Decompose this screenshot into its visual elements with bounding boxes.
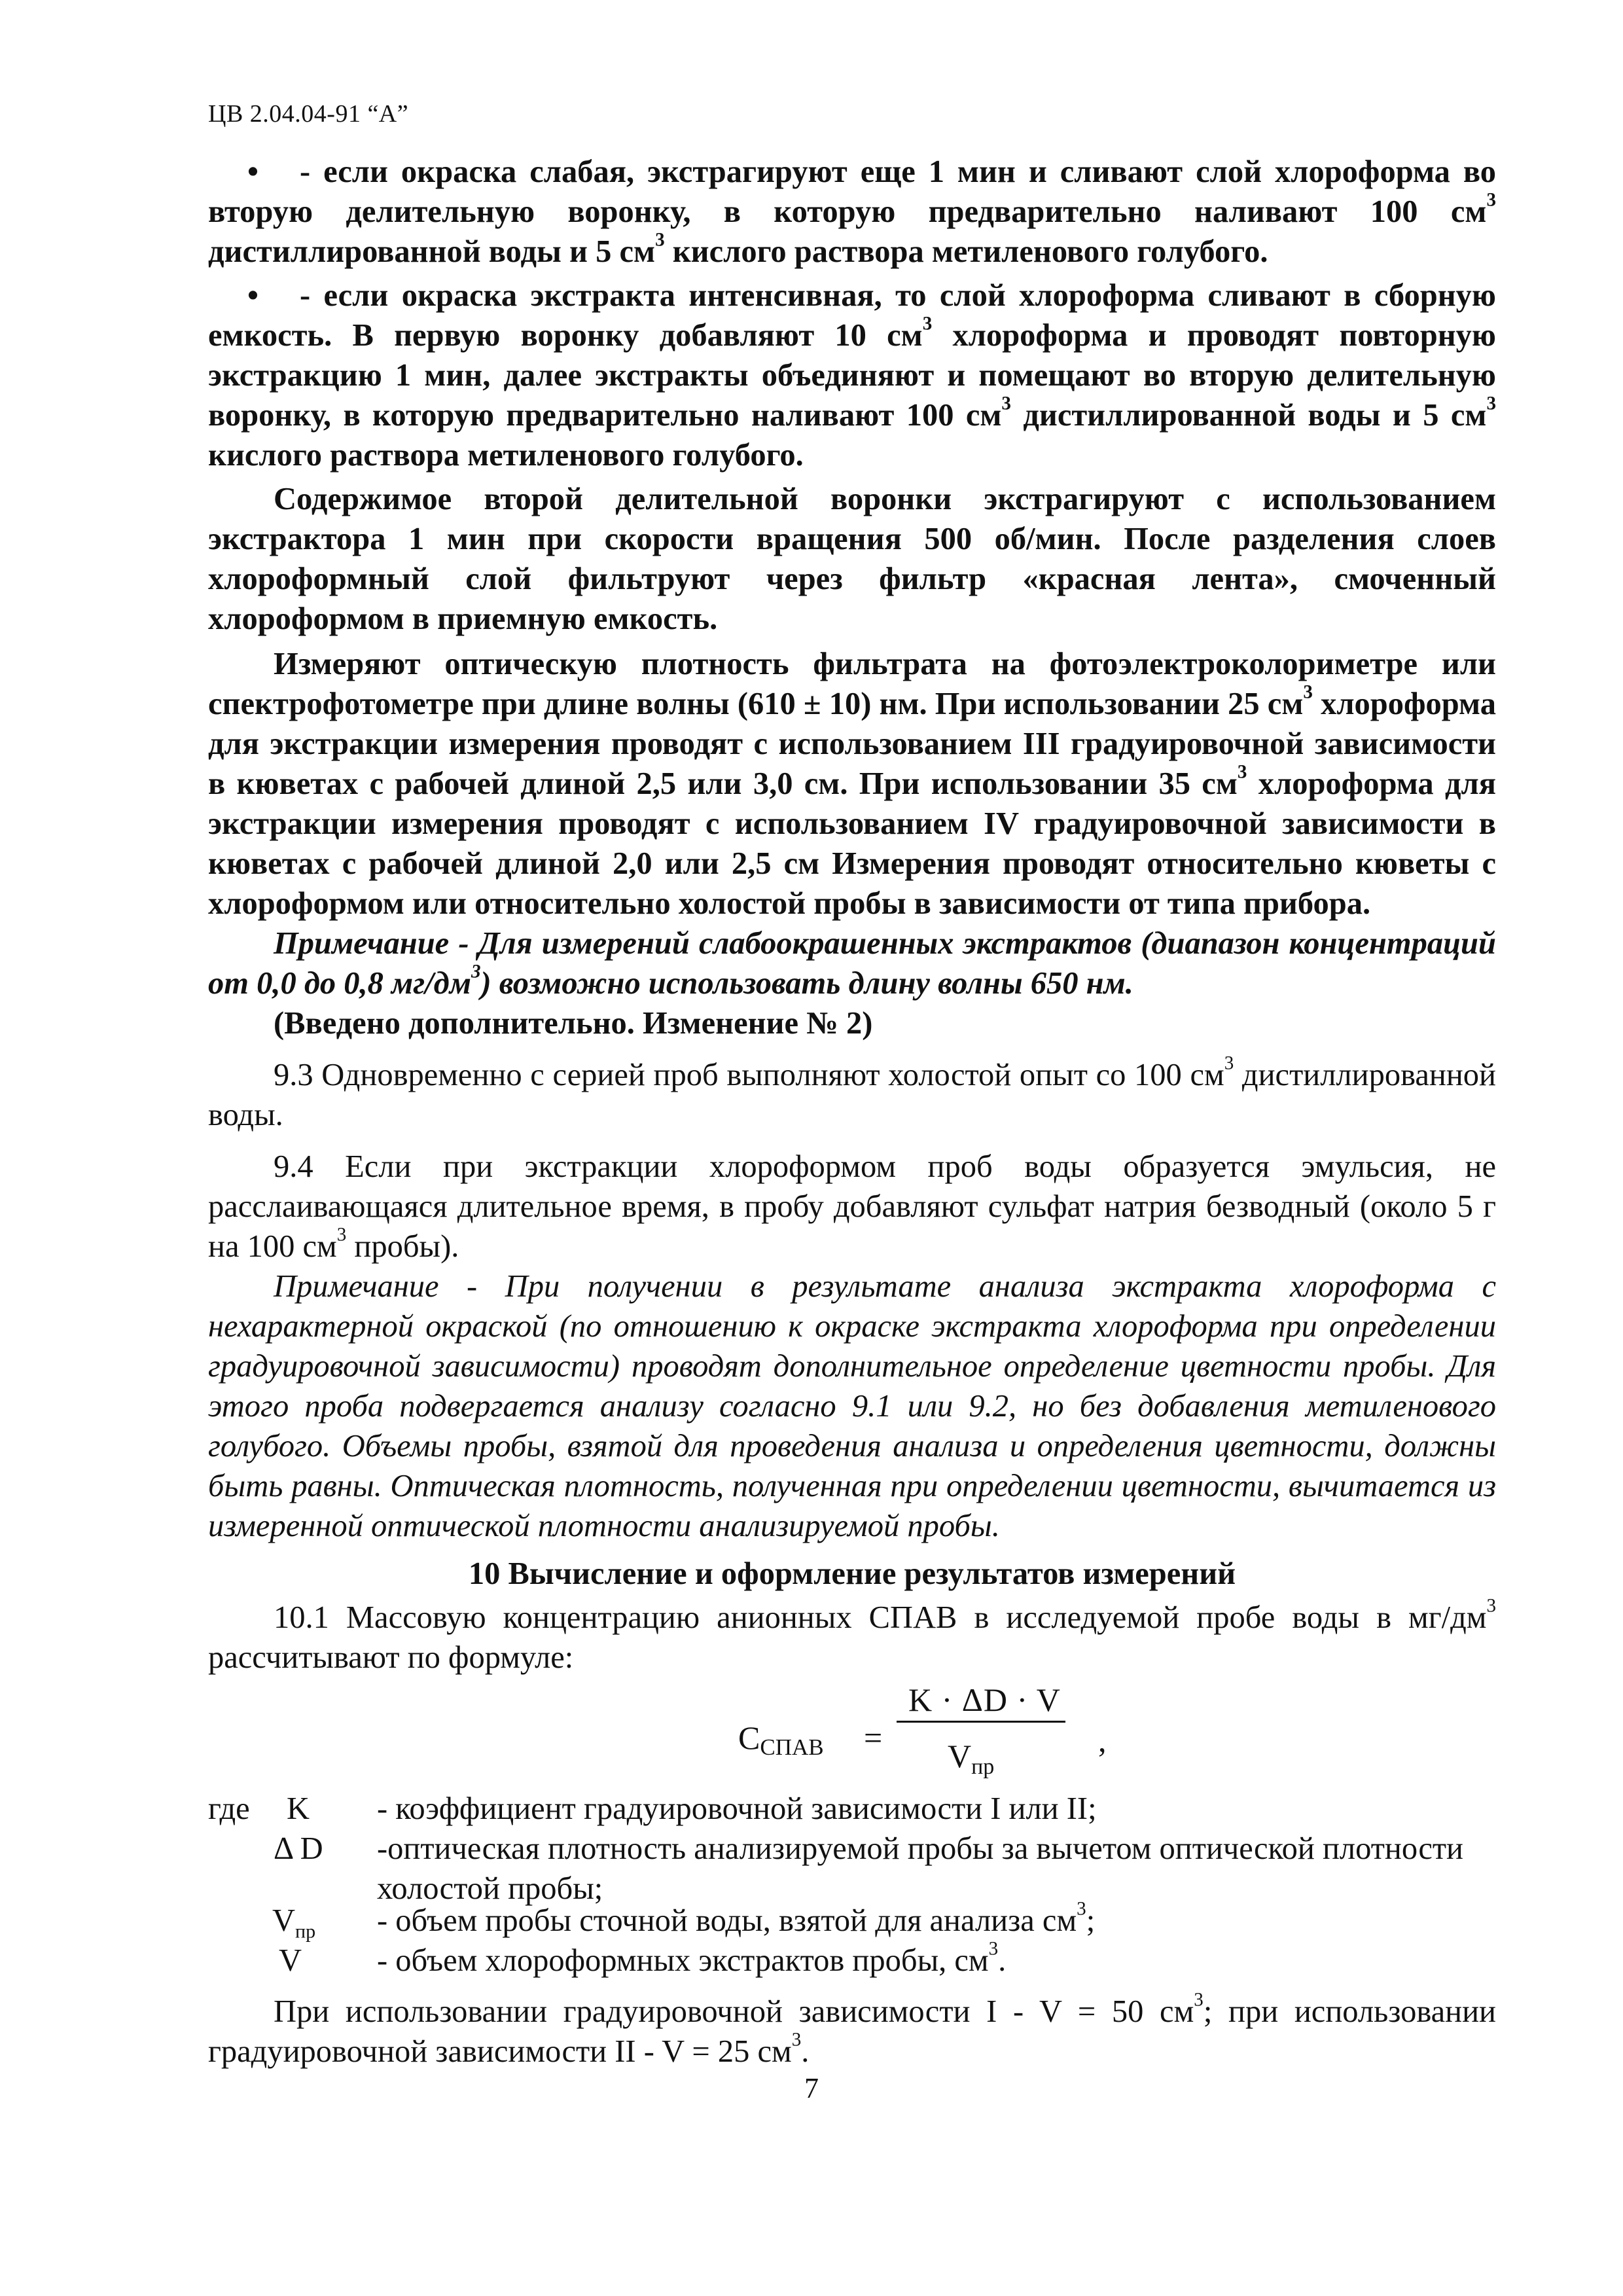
superscript: 3 [988,1938,999,1960]
definition-text: - коэффициент градуировочной зависимости I или II; [377,1791,1097,1826]
formula-lhs [738,1718,824,1758]
bullet-item [208,276,1496,475]
definition-text-end: . [998,1943,1007,1978]
note-text: ) возможно использовать длину волны 650 нм. [480,966,1133,1001]
paragraph-text: ; при использовании градуировочной зависимости II - V = 25 см [208,1994,1496,2069]
page-body [208,152,1496,2077]
superscript: 3 [336,1224,347,1246]
paragraph-text: 10.1 Массовую концентрацию анионных СПАВ в исследуемой пробе воды в мг/дм [274,1600,1487,1635]
superscript: 3 [1194,1989,1204,2011]
bullet-text: хлороформа и проводят повторную экстракцию 1 мин, далее экстракты объединяют и помещают во вторую делительную воронку, в которую предварительно наливают 100 см [208,318,1496,433]
bullet-text: - если окраска экстракта интенсивная, то слой хлороформа сливают в сборную емкость. В первую воронку добавляют 10 см [208,278,1496,353]
formula-spav [208,1680,1496,1785]
formula-comma: , [1098,1722,1107,1759]
paragraph-extraction: Содержимое второй делительной воронки экстрагируют с использованием экстрактора 1 мин при скорости вращения 500 об/мин. После разделения слоев хлороформный слой фильтруют через фильтр «красная лента», смоченный хлороформом в приемную емкость. [208,482,1496,636]
definition-text-main: - объем пробы сточной воды, взятой для анализа см [377,1903,1077,1938]
definition-text [377,1898,1496,1941]
superscript: 3 [1077,1898,1086,1920]
paragraph-text: 9.3 Одновременно с серией проб выполняют холостой опыт со 100 см [274,1058,1224,1092]
paragraph-text: дистиллированной воды. [208,1058,1496,1132]
paragraph-9-3 [208,1052,1496,1135]
formula-denominator [948,1736,995,1780]
paragraph-text: хлороформа для экстракции измерения проводят с использованием IV градуировочной зависимости в кюветах с рабочей длиной 2,0 или 2,5 см Измерения проводят относительно кюветы с хлороформом или относительно холостой пробы в зависимости от типа прибора. [208,766,1496,921]
paragraph-volumes [208,1989,1496,2072]
superscript: 3 [1237,761,1247,783]
definition-symbol: V [279,1943,302,1978]
superscript: 3 [1486,1595,1496,1617]
definition-symbol: K [287,1791,310,1826]
bullet-item [208,152,1496,272]
amendment-note: (Введено дополнительно. Изменение № 2) [274,1006,873,1041]
superscript: 3 [1224,1052,1234,1074]
paragraph-text: хлороформа для экстракции измерения проводят с использованием III градуировочной зависимости в кюветах с рабочей длиной 2,5 или 3,0 см. При использовании 35 см [208,687,1496,801]
bullet-text: - если окраска слабая, экстрагируют еще 1 мин и сливают слой хлороформа во вторую делительную воронку, в которую предварительно наливают 100 см [208,154,1496,229]
superscript: 3 [922,313,933,334]
fraction-bar [897,1721,1065,1723]
definition-text-end: ; [1086,1903,1096,1938]
paragraph-text: пробы). [346,1229,459,1264]
superscript: 3 [1303,681,1313,703]
formula-subscript: СПАВ [760,1734,824,1760]
formula-definitions [208,1789,1496,1980]
formula-equals: = [864,1719,883,1756]
bullet-marker: • [247,278,259,313]
definition-symbol-sub: пр [295,1920,316,1943]
definition-text-main: - объем хлороформных экстрактов пробы, см [377,1943,989,1978]
superscript: 3 [655,229,665,251]
paragraph-text: Измеряют оптическую плотность фильтрата на фотоэлектроколориметре или спектрофотометре при длине волны (610 ± 10) нм. При использовании 25 см [208,647,1496,721]
superscript: 3 [471,961,481,982]
superscript: 3 [1001,393,1011,414]
definition-text [377,1938,1496,1981]
superscript: 3 [791,2029,802,2051]
superscript: 3 [1486,189,1496,211]
bullet-text: кислого раствора метиленового голубого. [208,438,804,473]
document-code: ЦВ 2.04.04-91 “А” [208,100,409,128]
formula-symbol: C [738,1719,760,1756]
paragraph-text: 9.4 Если при экстракции хлороформом проб воды образуется эмульсия, не расслаивающаяся длительное время, в пробу добавляют сульфат натрия безводный (около 5 г на 100 см [208,1149,1496,1264]
superscript: 3 [1486,393,1496,414]
bullet-text: дистиллированной воды и 5 см [1010,398,1487,433]
paragraph-text: . [801,2034,810,2069]
note-text: Примечание - Для измерений слабоокрашенных экстрактов (диапазон концентраций от 0,0 до 0,8 мг/дм [208,926,1496,1001]
page-number: 7 [804,2072,819,2104]
paragraph-9-4 [208,1147,1496,1266]
formula-numerator: K · ΔD · V [908,1681,1061,1718]
bullet-text: кислого раствора метиленового голубого. [664,234,1268,269]
section-title-10: 10 Вычисление и оформление результатов измерений [468,1556,1236,1591]
bullet-marker: • [247,154,259,189]
paragraph-measurement [208,644,1496,924]
paragraph-text: При использовании градуировочной зависимости I - V = 50 см [274,1994,1194,2029]
formula-symbol: V [948,1738,972,1774]
definition-symbol-main: V [272,1903,296,1938]
note-wavelength [208,924,1496,1003]
definition-text: -оптическая плотность анализируемой пробы за вычетом оптической плотности холостой пробы; [377,1831,1464,1906]
paragraph-text: рассчитывают по формуле: [208,1640,574,1675]
definition-symbol [272,1901,315,1941]
bullet-text: дистиллированной воды и 5 см [208,234,656,269]
formula-subscript: пр [971,1755,995,1780]
note-color: Примечание - При получении в результате анализа экстракта хлороформа с нехарактерной окраской (по отношению к окраске экстракта хлороформа при определении градуировочной зависимости) проводят дополнительное определение цветности пробы. Для этого проба подвергается анализу согласно 9.1 или 9.2, но без добавления метиленового голубого. Объемы пробы, взятой для проведения анализа и определения цветности, должны быть равны. Оптическая плотность, полученная при определении цветности, вычитается из измеренной оптической плотности анализируемой пробы. [208,1269,1496,1543]
definition-symbol: Δ D [274,1831,323,1866]
paragraph-10-1 [208,1595,1496,1677]
definition-where: где [208,1791,250,1826]
